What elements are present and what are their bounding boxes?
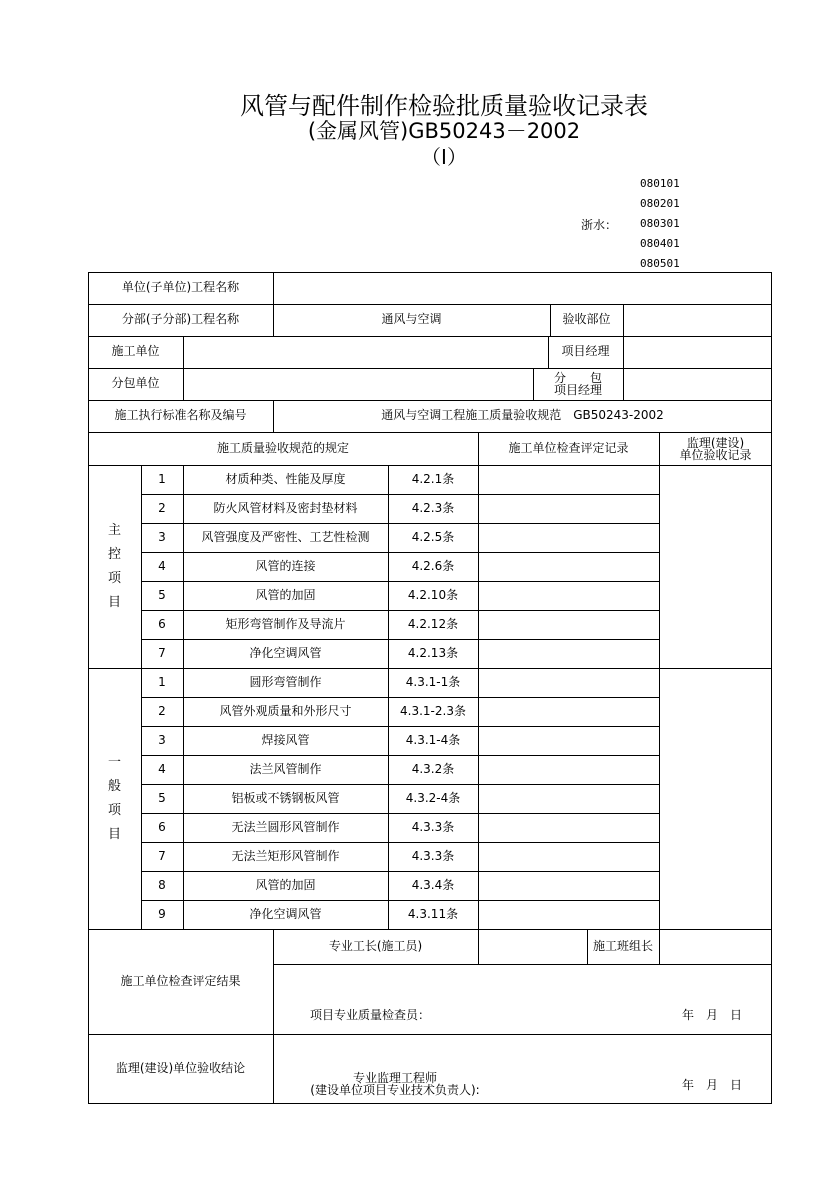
clause-reference: 4.2.12条 xyxy=(407,616,459,631)
supervisor-header-line2: 单位验收记录 xyxy=(679,447,752,462)
clause-reference: 4.3.2条 xyxy=(411,761,455,776)
contractor-result-label: 施工单位检查评定结果 xyxy=(120,973,241,988)
subdivision-name-field[interactable]: 通风与空调 xyxy=(381,312,442,327)
date-label: 年 月 日 xyxy=(681,1008,742,1023)
row-number: 2 xyxy=(158,500,166,515)
supervisor-conclusion-label: 监理(建设)单位验收结论 xyxy=(115,1061,246,1076)
clause-reference: 4.2.3条 xyxy=(411,500,455,515)
clause-reference: 4.2.1条 xyxy=(411,471,455,486)
clause-reference: 4.3.1-1条 xyxy=(405,674,461,689)
item-description: 法兰风管制作 xyxy=(249,761,322,776)
contractor-label: 施工单位 xyxy=(111,344,160,359)
item-description: 净化空调风管 xyxy=(249,906,322,921)
item-description: 风管的加固 xyxy=(255,877,316,892)
subcontractor-field[interactable] xyxy=(183,368,533,400)
item-description: 矩形弯管制作及导流片 xyxy=(225,616,346,631)
sub-project-manager-label xyxy=(533,368,623,400)
standard-label: 施工执行标准名称及编号 xyxy=(114,408,247,423)
sub-pm-label-line1: 分 包 xyxy=(553,371,602,385)
supervisor-record-header xyxy=(659,432,772,465)
clause-reference: 4.2.6条 xyxy=(411,558,455,573)
form-code: 080401 xyxy=(640,237,680,250)
form-subtitle: (金属风管)GB50243－2002 xyxy=(307,119,581,143)
team-leader-field[interactable] xyxy=(659,929,772,964)
row-number: 6 xyxy=(158,616,166,631)
clause-reference: 4.3.1-4条 xyxy=(405,732,461,747)
acceptance-part-label: 验收部位 xyxy=(562,312,611,327)
code-prefix: 浙水： xyxy=(581,218,618,232)
row-number: 1 xyxy=(158,471,166,486)
item-description: 风管强度及严密性、工艺性检测 xyxy=(201,529,370,544)
quality-inspector-label: 项目专业质量检查员： xyxy=(310,1008,431,1023)
item-description: 材质种类、性能及厚度 xyxy=(225,471,346,486)
clause-reference: 4.2.10条 xyxy=(407,587,459,602)
clause-reference: 4.3.1-2.3条 xyxy=(400,703,466,718)
item-description: 无法兰圆形风管制作 xyxy=(231,819,340,834)
item-description: 风管的加固 xyxy=(255,587,316,602)
clause-reference: 4.3.3条 xyxy=(411,848,455,863)
row-number: 1 xyxy=(158,674,166,689)
date-label: 年 月 日 xyxy=(681,1078,742,1093)
row-number: 2 xyxy=(158,703,166,718)
project-name-label: 单位(子单位)工程名称 xyxy=(121,280,240,295)
sub-pm-label-line2: 项目经理 xyxy=(553,383,602,397)
main-items-char: 主 xyxy=(107,522,121,538)
clause-reference: 4.3.4条 xyxy=(411,877,455,892)
row-number: 6 xyxy=(158,819,166,834)
row-number: 3 xyxy=(158,732,166,747)
clause-reference: 4.2.13条 xyxy=(407,645,459,660)
foreman-label: 专业工长(施工员) xyxy=(328,938,423,953)
row-number: 5 xyxy=(158,790,166,805)
row-number: 5 xyxy=(158,587,166,602)
general-items-char: 般 xyxy=(107,778,121,794)
clause-reference: 4.3.2-4条 xyxy=(405,790,461,805)
clause-reference: 4.3.3条 xyxy=(411,819,455,834)
general-items-label xyxy=(88,668,141,929)
item-description: 防火风管材料及密封垫材料 xyxy=(213,500,358,515)
main-items-char: 目 xyxy=(107,594,121,610)
team-leader-label: 施工班组长 xyxy=(592,938,653,953)
main-items-char: 项 xyxy=(107,570,121,586)
supervisor-engineer-label xyxy=(290,1070,500,1098)
row-number: 4 xyxy=(158,761,166,776)
supervisor-header-line1: 监理(建设) xyxy=(686,435,745,450)
contractor-field[interactable] xyxy=(183,336,548,368)
item-description: 风管的连接 xyxy=(255,558,316,573)
sub-project-manager-field[interactable] xyxy=(623,368,772,400)
spec-column-header: 施工质量验收规范的规定 xyxy=(216,440,349,455)
subcontractor-label: 分包单位 xyxy=(111,376,160,391)
contractor-record-header: 施工单位检查评定记录 xyxy=(508,440,629,455)
item-description: 铝板或不锈钢板风管 xyxy=(231,790,340,805)
main-items-char: 控 xyxy=(107,546,121,562)
item-description: 焊接风管 xyxy=(261,732,310,747)
general-items-char: 一 xyxy=(107,754,121,770)
row-number: 9 xyxy=(158,906,166,921)
foreman-field[interactable] xyxy=(478,929,587,964)
supervisor-engineer-line1: 专业监理工程师 xyxy=(352,1071,437,1085)
form-code: 080201 xyxy=(640,197,680,210)
form-code: 080101 xyxy=(640,177,680,190)
project-name-field[interactable] xyxy=(273,272,772,304)
project-manager-label: 项目经理 xyxy=(561,344,610,359)
row-number: 7 xyxy=(158,645,166,660)
supervisor-engineer-line2: (建设单位项目专业技术负责人): xyxy=(310,1083,480,1097)
form-code: 080501 xyxy=(640,257,680,270)
row-number: 8 xyxy=(158,877,166,892)
row-number: 3 xyxy=(158,529,166,544)
clause-reference: 4.3.11条 xyxy=(407,906,459,921)
general-items-char: 目 xyxy=(107,826,121,842)
item-description: 风管外观质量和外形尺寸 xyxy=(219,703,352,718)
item-description: 净化空调风管 xyxy=(249,645,322,660)
general-items-char: 项 xyxy=(107,802,121,818)
form-title: 风管与配件制作检验批质量验收记录表 xyxy=(240,92,648,120)
acceptance-part-field[interactable] xyxy=(623,304,772,336)
clause-reference: 4.2.5条 xyxy=(411,529,455,544)
item-description: 圆形弯管制作 xyxy=(249,674,322,689)
form-code: 080301 xyxy=(640,217,680,230)
row-number: 7 xyxy=(158,848,166,863)
standard-field: 通风与空调工程施工质量验收规范 GB50243-2002 xyxy=(381,408,664,423)
subdivision-name-label: 分部(子分部)工程名称 xyxy=(121,312,240,327)
form-volume: （Ⅰ） xyxy=(421,145,467,169)
main-items-label xyxy=(88,465,141,668)
row-number: 4 xyxy=(158,558,166,573)
item-description: 无法兰矩形风管制作 xyxy=(231,848,340,863)
project-manager-field[interactable] xyxy=(623,336,772,368)
